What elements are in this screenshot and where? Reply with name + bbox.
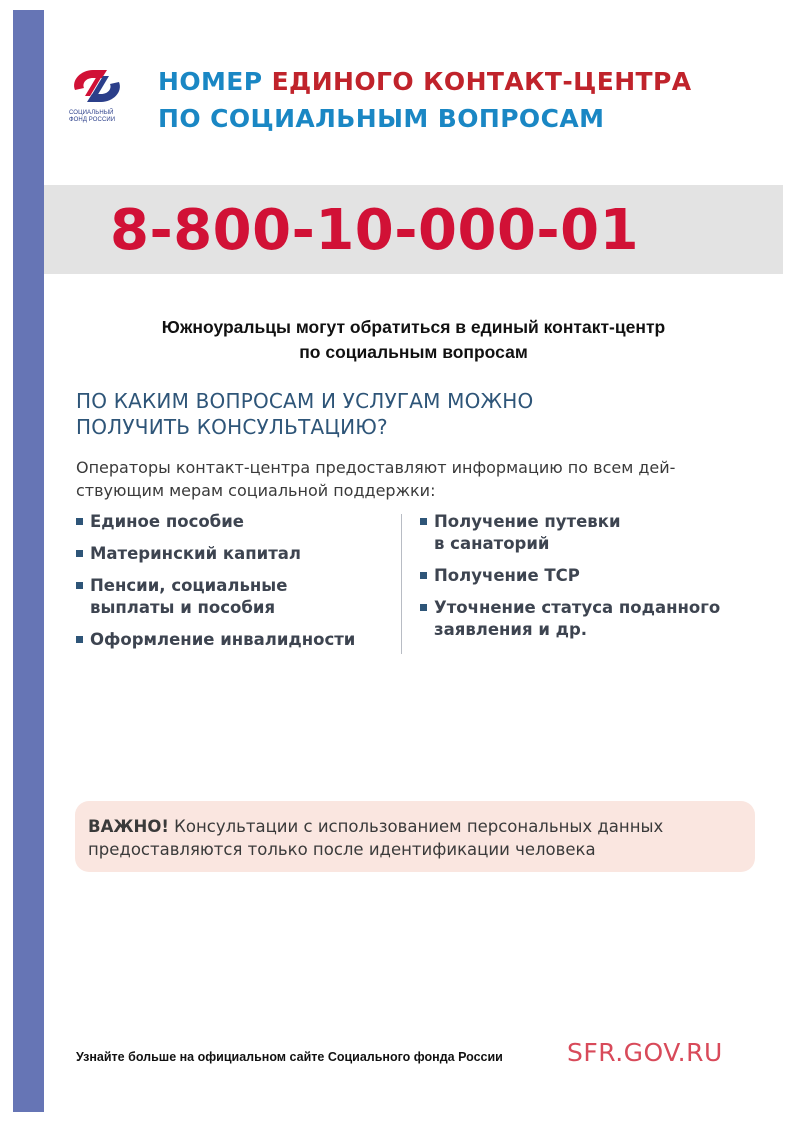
square-bullet-icon [420, 604, 427, 611]
square-bullet-icon [420, 572, 427, 579]
title-line2: ПО СОЦИАЛЬНЫМ ВОПРОСАМ [158, 104, 605, 133]
title-line1 [158, 63, 691, 100]
title-part2: ЕДИНОГО КОНТАКТ-ЦЕНТРА [271, 67, 692, 96]
footer-text: Узнайте больше на официальном сайте Социального фонда России [76, 1050, 503, 1064]
list-item: Оформление инвалидности [76, 629, 396, 651]
notice-line2: предоставляются только после идентификации человека [88, 840, 596, 859]
notice-text [88, 815, 748, 861]
list-item: Материнский капитал [76, 543, 396, 565]
intro-line2: по социальным вопросам [299, 342, 528, 362]
phone-number[interactable]: 8-800-10-000-01 [110, 198, 640, 263]
questions-heading-line2: ПОЛУЧИТЬ КОНСУЛЬТАЦИЮ? [76, 415, 388, 439]
logo-text-line1: СОЦИАЛЬНЫЙ [69, 110, 114, 116]
questions-heading [76, 388, 533, 440]
notice-line1: ВАЖНО! Консультации с использованием персональных данных [88, 817, 664, 836]
square-bullet-icon [76, 550, 83, 557]
list-item: Пенсии, социальные выплаты и пособия [76, 575, 396, 619]
page-title [158, 63, 691, 137]
list-item: Уточнение статуса поданного заявления и др. [420, 597, 770, 641]
square-bullet-icon [76, 636, 83, 643]
column-divider [401, 514, 402, 654]
footer-site-link[interactable]: SFR.GOV.RU [567, 1038, 723, 1067]
intro-line1: Южноуральцы могут обратиться в единый контакт-центр [161, 317, 666, 337]
questions-heading-line1: ПО КАКИМ ВОПРОСАМ И УСЛУГАМ МОЖНО [76, 389, 534, 413]
title-part1: НОМЕР [158, 67, 272, 96]
list-item: Получение ТСР [420, 565, 770, 587]
description-line2: ствующим мерам социальной поддержки: [76, 481, 436, 500]
list-item: Получение путевки в санаторий [420, 511, 770, 555]
description-line1: Операторы контакт-центра предоставляют информацию по всем дей- [76, 458, 676, 477]
square-bullet-icon [420, 518, 427, 525]
list-item: Единое пособие [76, 511, 396, 533]
left-accent-bar [13, 10, 44, 1112]
logo-text-line2: ФОНД РОССИИ [69, 116, 116, 123]
notice-label: ВАЖНО! [88, 817, 169, 836]
sfr-logo-icon [69, 64, 125, 108]
square-bullet-icon [76, 518, 83, 525]
important-notice [75, 801, 755, 872]
square-bullet-icon [76, 582, 83, 589]
intro-text [44, 315, 783, 365]
questions-description [76, 456, 766, 502]
services-list-left [76, 511, 396, 661]
services-list-right [420, 511, 770, 651]
sfr-logo [69, 64, 127, 123]
